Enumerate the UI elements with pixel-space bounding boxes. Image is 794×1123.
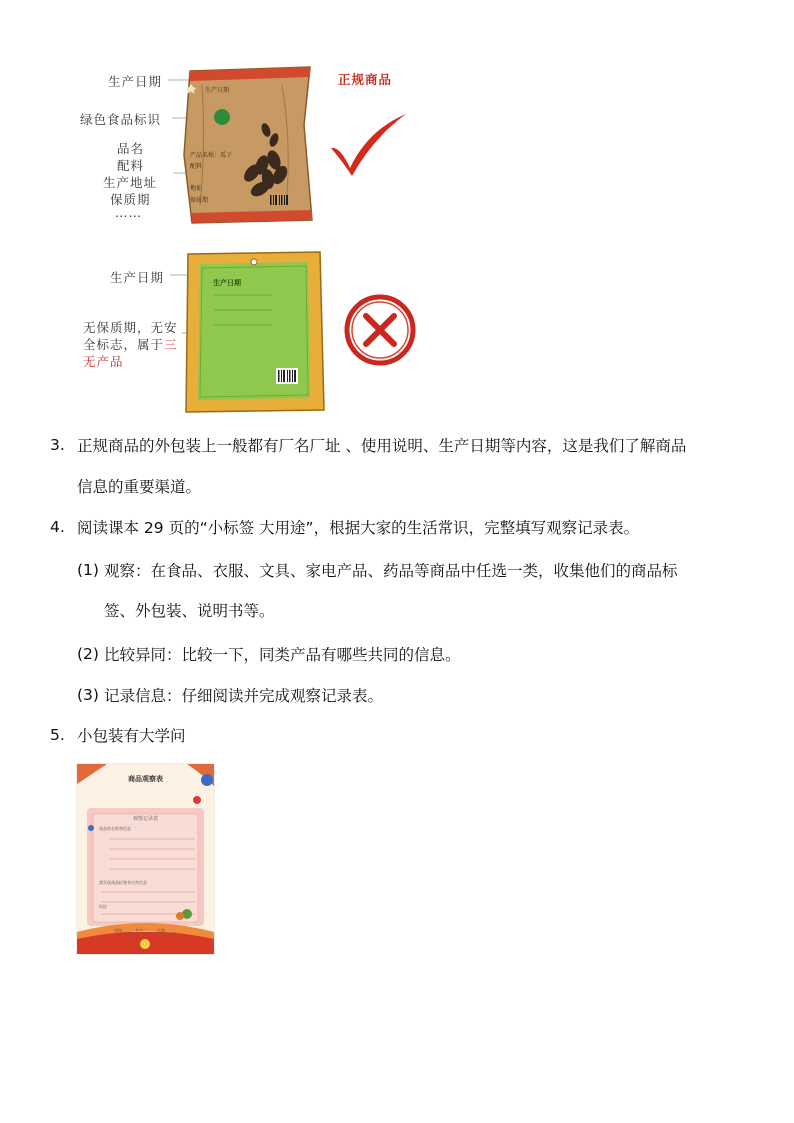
item-4-number: 4. xyxy=(50,518,65,536)
bag-text-shelf: 保质期 xyxy=(190,197,209,204)
label-address: 生产地址 xyxy=(103,175,158,190)
item-5-number: 5. xyxy=(50,726,65,744)
item-4-1-line-2: 签、外包装、说明书等。 xyxy=(104,602,275,620)
item-3-number: 3. xyxy=(50,436,65,454)
bag-text-address: 地址 xyxy=(190,185,203,192)
label-product-name: 品名 xyxy=(117,141,145,156)
label-shelf-life: 保质期 xyxy=(110,192,151,207)
label-warning-1: 无保质期，无安 xyxy=(83,320,178,335)
item-4-3-line-1: 记录信息：仔细阅读并完成观察记录表。 xyxy=(104,687,384,705)
worksheet-row-2: 我发现商品标签有这些信息 xyxy=(99,880,147,885)
label-production-date: 生产日期 xyxy=(108,74,163,89)
worksheet-thumbnail xyxy=(76,763,215,955)
cross-mark-icon xyxy=(340,290,420,370)
label-ingredients: 配料 xyxy=(117,158,145,173)
label-production-date-2: 生产日期 xyxy=(110,270,165,285)
item-5-line-1: 小包装有大学问 xyxy=(77,727,186,745)
bottom-illustration xyxy=(70,248,430,418)
item-4-3-number: (3) xyxy=(77,686,99,704)
label-ellipsis: …… xyxy=(115,205,142,220)
label-warning-3: 无产品 xyxy=(83,354,124,369)
worksheet-inner-title: 观察记录表 xyxy=(132,816,158,822)
worksheet-row-1: 商品的名称和信息 xyxy=(99,826,131,831)
item-3-line-2: 信息的重要渠道。 xyxy=(77,478,202,496)
check-mark-icon xyxy=(328,110,408,180)
green-bag-title: 生产日期 xyxy=(213,279,241,287)
item-4-2-line-1: 比较异同：比较一下，同类产品有哪些共同的信息。 xyxy=(104,646,461,664)
bag-text-name: 产品名称：瓜子 xyxy=(190,152,233,159)
worksheet-title: 商品观察表 xyxy=(128,775,163,783)
bag-text-ingredients: 配料 xyxy=(190,163,203,170)
label-green-food: 绿色食品标识 xyxy=(80,112,162,127)
top-illustration xyxy=(70,55,430,230)
green-unlabeled-bag xyxy=(182,250,327,415)
bag-text-title: 生产日期 xyxy=(205,87,230,94)
worksheet-decor xyxy=(77,764,214,954)
verdict-legit: 正规商品 xyxy=(338,72,393,87)
worksheet-footer: 班级______ 姓名______ 日期______ xyxy=(114,928,177,933)
worksheet-row-3: 结论 xyxy=(99,904,107,909)
label-warning-2b: 三 xyxy=(164,337,178,352)
item-4-1-line-1: 观察：在食品、衣服、文具、家电产品、药品等商品中任选一类，收集他们的商品标 xyxy=(104,562,678,580)
item-4-2-number: (2) xyxy=(77,645,99,663)
item-4-line-1: 阅读课本 29 页的“小标签 大用途”，根据大家的生活常识，完整填写观察记录表。 xyxy=(77,519,640,537)
label-warning-2a: 全标志，属于 xyxy=(83,337,165,352)
item-3-line-1: 正规商品的外包装上一般都有厂名厂址 、使用说明、生产日期等内容，这是我们了解商品 xyxy=(77,437,687,455)
item-4-1-number: (1) xyxy=(77,561,99,579)
